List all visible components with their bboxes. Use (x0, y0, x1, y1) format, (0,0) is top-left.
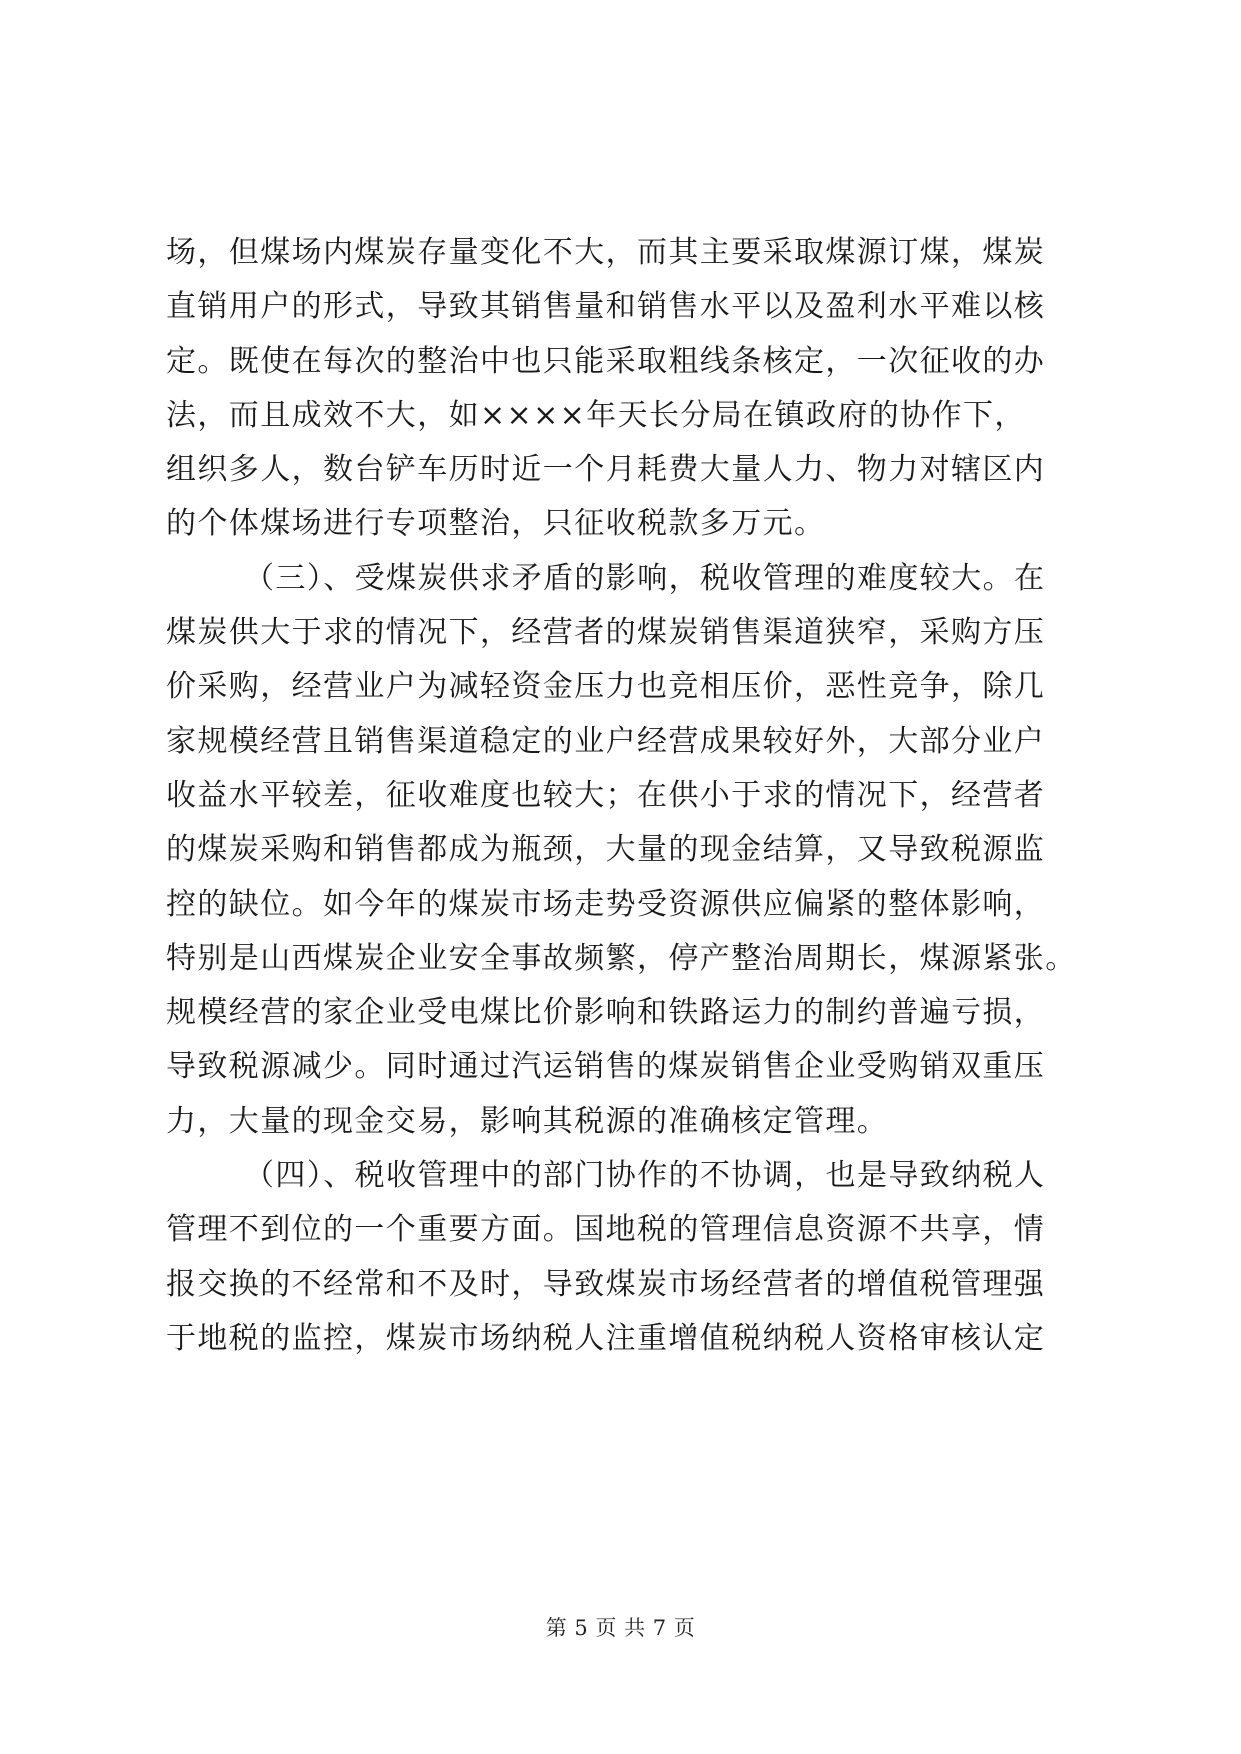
text-line: 家规模经营且销售渠道稳定的业户经营成果较好外，大部分业户 (166, 723, 1046, 759)
text-line: 的煤炭采购和销售都成为瓶颈，大量的现金结算，又导致税源监 (166, 832, 1046, 868)
text-line: （三）、受煤炭供求矛盾的影响，税收管理的难度较大。在 (244, 560, 1046, 596)
text-line: 力，大量的现金交易，影响其税源的准确核定管理。 (166, 1103, 889, 1139)
text-line: 报交换的不经常和不及时，导致煤炭市场经营者的增值税管理强 (166, 1266, 1046, 1302)
text-line: 场，但煤场内煤炭存量变化不大，而其主要采取煤源订煤，煤炭 (166, 235, 1046, 270)
text-line: （四）、税收管理中的部门协作的不协调，也是导致纳税人 (244, 1158, 1046, 1194)
text-line: 收益水平较差，征收难度也较大；在供小于求的情况下，经营者 (166, 777, 1046, 813)
text-line: 组织多人，数台铲车历时近一个月耗费大量人力、物力对辖区内 (166, 452, 1046, 488)
text-line: 法，而且成效不大，如××××年天长分局在镇政府的协作下， (166, 397, 1026, 433)
text-line: 控的缺位。如今年的煤炭市场走势受资源供应偏紧的整体影响， (166, 886, 1046, 922)
text-line: 煤炭供大于求的情况下，经营者的煤炭销售渠道狭窄，采购方压 (166, 615, 1046, 651)
text-line: 直销用户的形式，导致其销售量和销售水平以及盈利水平难以核 (166, 289, 1046, 325)
text-line: 于地税的监控，煤炭市场纳税人注重增值税纳税人资格审核认定 (166, 1320, 1046, 1356)
text-line: 导致税源减少。同时通过汽运销售的煤炭销售企业受购销双重压 (166, 1049, 1046, 1085)
text-line: 规模经营的家企业受电煤比价影响和铁路运力的制约普遍亏损， (166, 995, 1046, 1031)
text-line: 定。既使在每次的整治中也只能采取粗线条核定，一次征收的办 (166, 343, 1046, 379)
text-line: 的个体煤场进行专项整治，只征收税款多万元。 (166, 506, 826, 542)
text-line: 价采购，经营业户为减轻资金压力也竞相压价，恶性竞争，除几 (166, 669, 1046, 705)
text-line: 特别是山西煤炭企业安全事故频繁，停产整治周期长，煤源紧张。 (166, 940, 1077, 976)
text-line: 管理不到位的一个重要方面。国地税的管理信息资源不共享，情 (166, 1212, 1046, 1248)
body-text (166, 226, 1076, 1366)
page-footer: 第 5 页 共 7 页 (545, 1616, 696, 1640)
